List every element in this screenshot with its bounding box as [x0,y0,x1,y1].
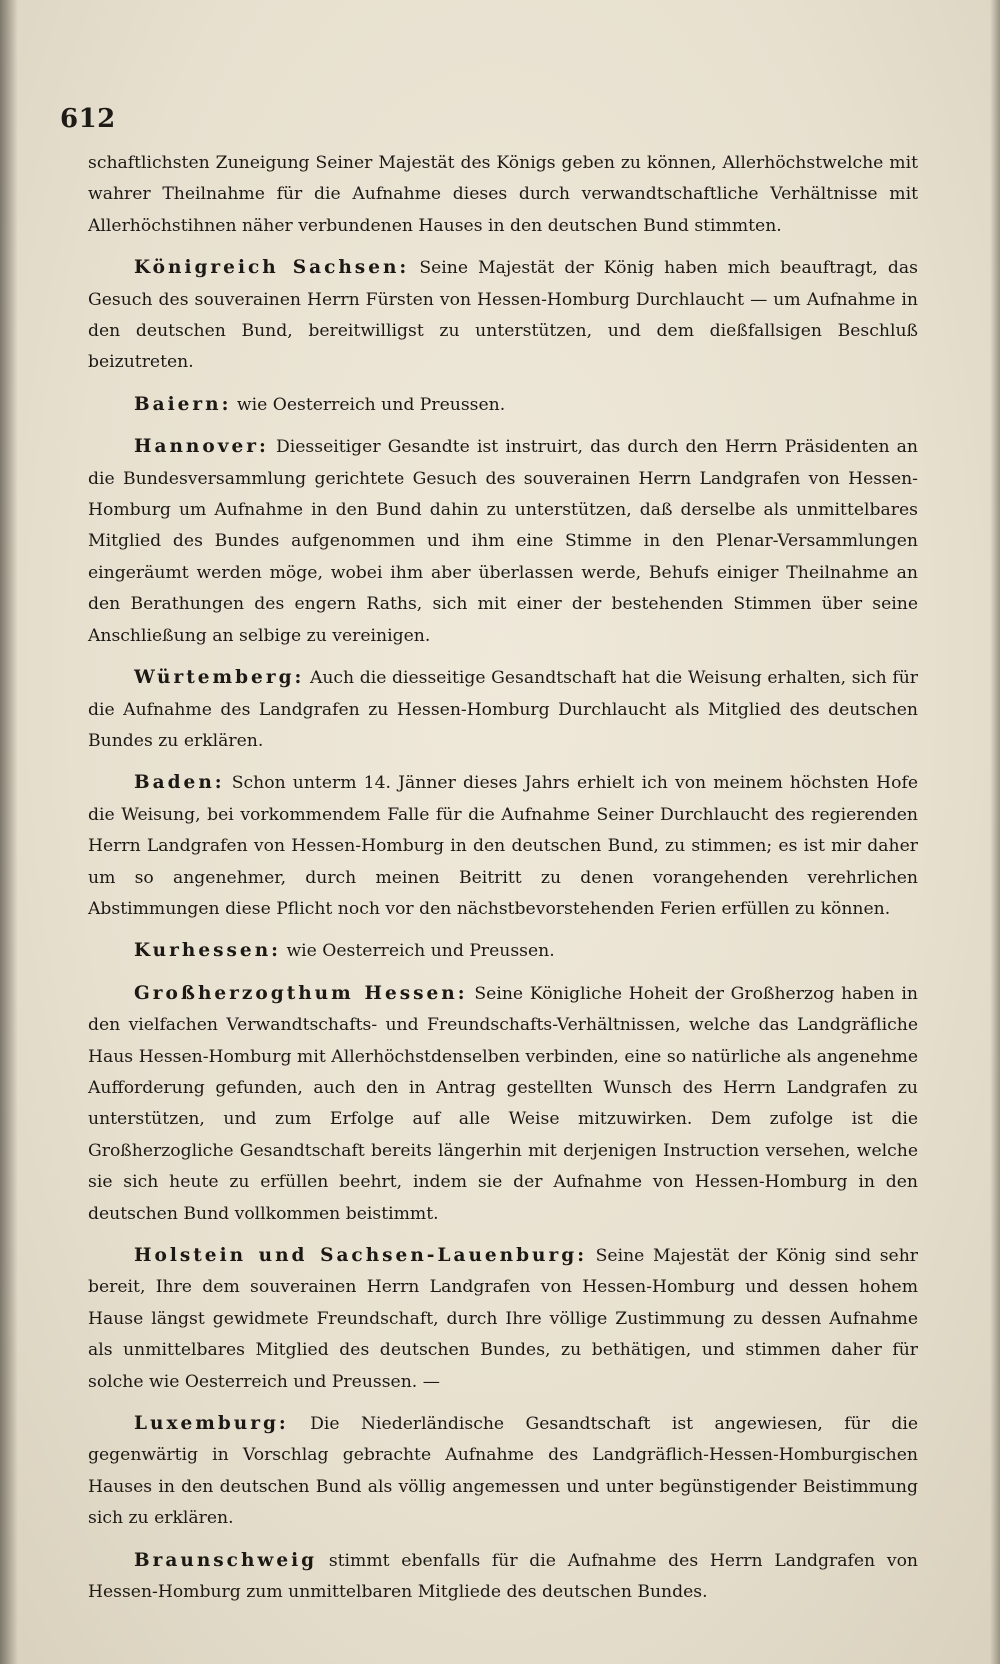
state-name: Baiern: [134,393,232,415]
state-name: Großherzogthum Hessen: [134,982,468,1004]
paragraph-kurhessen [88,935,918,967]
state-name: Baden: [134,772,225,794]
state-name: Hannover: [134,436,269,458]
page-body [88,148,918,1618]
paragraph-text: Diesseitiger Gesandte ist instruirt, das durch den Herrn Präsidenten an die Bundesversammlung gerichtete Gesuch des souverainen Herrn Landgrafen von Hessen-Homburg um Aufnahme in den Bund dahin zu unterstützen, daß derselbe als unmittelbares Mitglied des Bundes aufgenommen und ihm eine Stimme in den Plenar-Versammlungen eingeräumt werden möge, wobei ihm aber überlassen werde, Behufs einiger Theilnahme an den Berathungen des engern Raths, sich mit einer der bestehenden Stimmen über seine Anschließung an selbige zu vereinigen. [88,437,918,646]
page-shadow-right [990,0,1000,1664]
paragraph-sachsen [88,252,918,379]
state-name: Holstein und Sachsen-Lauenburg: [134,1245,588,1266]
state-name: Luxemburg: [134,1413,289,1435]
state-name: Würtemberg: [134,667,305,689]
paragraph-text: Auch die diesseitige Gesandtschaft hat die Weisung erhalten, sich für die Aufnahme des Landgrafen zu Hessen-Homburg Durchlaucht als Mitglied des deutschen Bundes zu erklären. [88,668,918,751]
state-name: Kurhessen: [134,940,281,962]
paragraph-grossherzogthum-hessen [88,978,918,1230]
paragraph-text: Schon unterm 14. Jänner dieses Jahrs erhielt ich von meinem höchsten Hofe die Weisung, bei vorkommendem Falle für die Aufnahme Seiner Durchlaucht des regierenden Herrn Landgrafen von Hessen-Homburg in den deutschen Bund, zu stimmen; es ist mir daher um so angenehmer, durch meinen Beitritt zu denen vorangehenden verehrlichen Abstimmungen diese Pflicht noch vor den nächstbevorstehenden Ferien erfüllen zu können. [88,773,919,919]
page-shadow-left [0,0,18,1664]
paragraph-baden [88,767,918,925]
paragraph-text: stimmt ebenfalls für die Aufnahme des Herrn Landgrafen von Hessen-Homburg zum unmittelbaren Mitgliede des deutschen Bundes. [88,1550,919,1603]
paragraph-text: wie Oesterreich und Preussen. [286,941,555,962]
paragraph-hannover [88,431,918,652]
paragraph-baiern [88,389,918,421]
paragraph-text: Seine Majestät der König haben mich beauftragt, das Gesuch des souverainen Herrn Fürsten von Hessen-Homburg Durchlaucht — um Aufnahme in den deutschen Bund, bereitwilligst zu unterstützen, und dem dießfallsigen Beschluß beizutreten. [88,258,918,373]
paragraph-wuerttemberg [88,662,918,757]
paragraph-luxemburg [88,1408,918,1535]
paragraph-text: Seine Majestät der König sind sehr bereit, Ihre dem souverainen Herrn Landgrafen von Hessen-Homburg und dessen hohem Hause längst gewidmete Freundschaft, durch Ihre völlige Zustimmung zu dessen Aufnahme als unmittelbares Mitglied des deutschen Bundes, zu bethätigen, und stimmen daher für solche wie Oesterreich und Preussen. — [88,1246,918,1392]
page-number: 612 [60,104,116,134]
state-name: Königreich Sachsen: [134,257,410,279]
paragraph-continuation [88,148,918,242]
paragraph-text: wie Oesterreich und Preussen. [236,394,506,415]
paragraph-braunschweig [88,1545,918,1609]
paragraph-holstein [88,1240,918,1398]
state-name: Braunschweig [134,1549,318,1571]
paragraph-text: Seine Königliche Hoheit der Großherzog haben in den vielfachen Verwandtschafts- und Freundschafts-Verhältnissen, welche das Landgräfliche Haus Hessen-Homburg mit Allerhöchstdenselben verbinden, eine so natürliche als angenehme Aufforderung gefunden, auch den in Antrag gestellten Wunsch des Herrn Landgrafen zu unterstützen, und zum Erfolge auf alle Weise mitzuwirken. Dem zufolge ist die Großherzogliche Gesandtschaft bereits längerhin mit derjenigen Instruction versehen, welche sie sich heute zu erfüllen beehrt, indem sie der Aufnahme von Hessen-Homburg in den deutschen Bund vollkommen beistimmt. [88,983,918,1224]
paragraph-text: schaftlichsten Zuneigung Seiner Majestät des Königs geben zu können, Allerhöchstwelche mit wahrer Theilnahme für die Aufnahme dieses durch verwandtschaftliche Verhältnisse mit Allerhöchstihnen näher verbundenen Hauses in den deutschen Bund stimmten. [88,153,918,236]
paragraph-text: Die Niederländische Gesandtschaft ist angewiesen, für die gegenwärtig in Vorschlag gebrachte Aufnahme des Landgräflich-Hessen-Homburgischen Hauses in den deutschen Bund als völlig angemessen und unter begünstigender Beistimmung sich zu erklären. [88,1414,918,1529]
